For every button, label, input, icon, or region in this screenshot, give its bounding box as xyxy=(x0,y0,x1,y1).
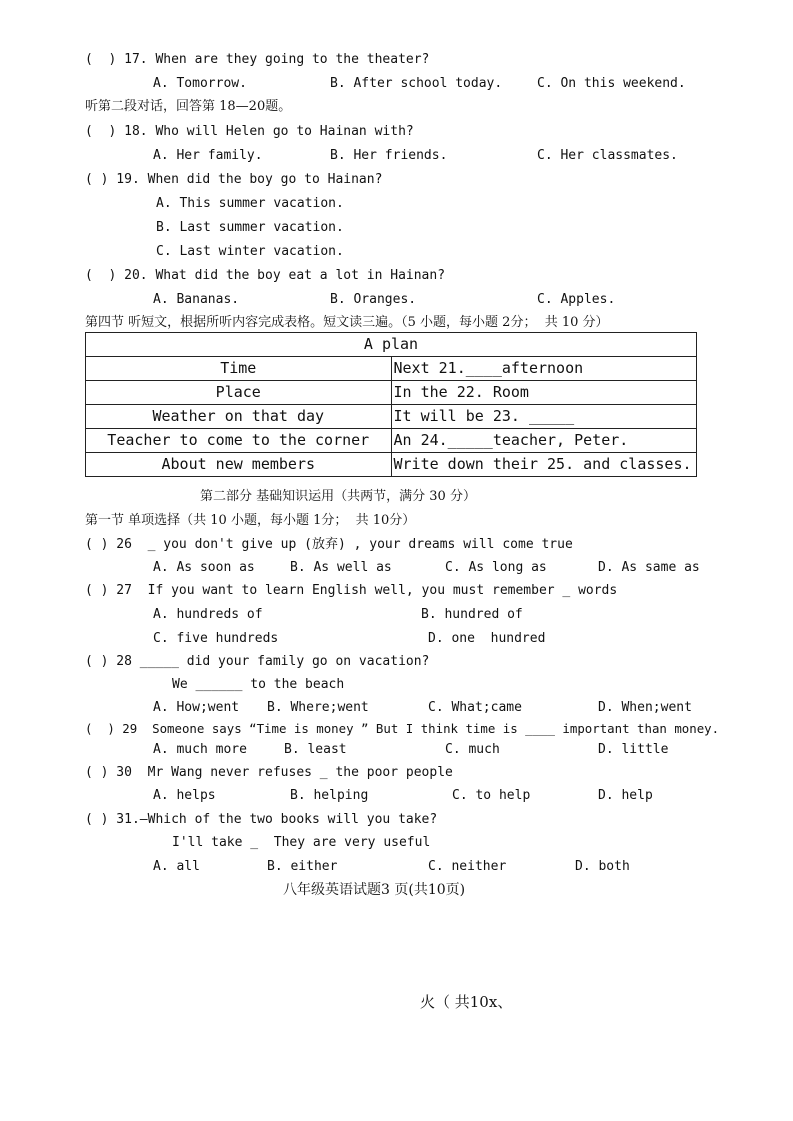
table-row-value: In the 22. Room xyxy=(391,381,697,405)
q28-option-b: B. Where;went xyxy=(267,700,369,715)
table-row xyxy=(86,453,697,477)
q26-stem: ( ) 26 _ you don't give up (放弃) , your dreams will come true xyxy=(85,537,573,552)
q29-option-a: A. much more xyxy=(153,742,247,757)
q28-option-d: D. When;went xyxy=(598,700,692,715)
table-row-value: Next 21.____afternoon xyxy=(391,357,697,381)
q18-option-a: A. Her family. xyxy=(153,148,263,163)
table-row-label: Weather on that day xyxy=(86,405,392,429)
dialog2-instruction: 听第二段对话，回答第 18—20题。 xyxy=(85,99,292,114)
q19-stem: ( ) 19. When did the boy go to Hainan? xyxy=(85,172,383,187)
q27-option-b: B. hundred of xyxy=(421,607,523,622)
q31-option-c: C. neither xyxy=(428,859,507,874)
q31-stem: ( ) 31.—Which of the two books will you take? xyxy=(85,812,438,827)
q18-option-c: C. Her classmates. xyxy=(537,148,678,163)
q27-option-a: A. hundreds of xyxy=(153,607,263,622)
q27-option-c: C. five hundreds xyxy=(153,631,279,646)
section1-title: 第一节 单项选择（共 10 小题，每小题 1分； 共 10分） xyxy=(85,513,416,528)
q26-option-c: C. As long as xyxy=(445,560,547,575)
q17-option-c: C. On this weekend. xyxy=(537,76,686,91)
table-row-label: Place xyxy=(86,381,392,405)
table-row-value: It will be 23. _____ xyxy=(391,405,697,429)
q18-stem: ( ) 18. Who will Helen go to Hainan with? xyxy=(85,124,414,139)
q29-option-d: D. little xyxy=(598,742,669,757)
q31-option-d: D. both xyxy=(575,859,630,874)
q28-option-a: A. How;went xyxy=(153,700,240,715)
q29-stem: ( ) 29 Someone says “Time is money ” But I think time is ____ important than money. xyxy=(85,721,720,736)
stray-text: 火（ 共10x、 xyxy=(420,993,513,1011)
table-row xyxy=(86,405,697,429)
table-row-label: Teacher to come to the corner xyxy=(86,429,392,453)
q26-option-a: A. As soon as xyxy=(153,560,255,575)
page-footer: 八年级英语试题3 页(共10页) xyxy=(283,882,466,898)
q26-option-b: B. As well as xyxy=(290,560,392,575)
q28-option-c: C. What;came xyxy=(428,700,522,715)
q31-line2: I'll take _ They are very useful xyxy=(172,835,431,850)
table-row-label: About new members xyxy=(86,453,392,477)
q30-option-b: B. helping xyxy=(290,788,369,803)
q20-option-b: B. Oranges. xyxy=(330,292,417,307)
plan-table-title-row xyxy=(86,333,697,357)
q17-option-a: A. Tomorrow. xyxy=(153,76,247,91)
q17-option-b: B. After school today. xyxy=(330,76,503,91)
q27-stem: ( ) 27 If you want to learn English well, you must remember _ words xyxy=(85,583,618,598)
q30-option-a: A. helps xyxy=(153,788,216,803)
q31-option-b: B. either xyxy=(267,859,338,874)
q17-stem: ( ) 17. When are they going to the theater? xyxy=(85,52,430,67)
q27-option-d: D. one hundred xyxy=(428,631,546,646)
table-row-label: Time xyxy=(86,357,392,381)
q20-option-c: C. Apples. xyxy=(537,292,616,307)
table-row xyxy=(86,357,697,381)
plan-table xyxy=(85,332,697,477)
q30-option-d: D. help xyxy=(598,788,653,803)
q30-option-c: C. to help xyxy=(452,788,531,803)
table-row xyxy=(86,381,697,405)
q18-option-b: B. Her friends. xyxy=(330,148,448,163)
q30-stem: ( ) 30 Mr Wang never refuses _ the poor people xyxy=(85,765,453,780)
q28-line2: We ______ to the beach xyxy=(172,677,345,692)
table-row xyxy=(86,429,697,453)
section4-instruction: 第四节 听短文，根据所听内容完成表格。短文读三遍。（5 小题，每小题 2分； 共 10 分） xyxy=(85,315,609,330)
q20-option-a: A. Bananas. xyxy=(153,292,240,307)
table-row-value: An 24._____teacher, Peter. xyxy=(391,429,697,453)
q26-option-d: D. As same as xyxy=(598,560,700,575)
q20-stem: ( ) 20. What did the boy eat a lot in Hainan? xyxy=(85,268,446,283)
q28-stem: ( ) 28 _____ did your family go on vacation? xyxy=(85,654,430,669)
plan-table-title: A plan xyxy=(86,333,697,357)
q19-option-b: B. Last summer vacation. xyxy=(156,220,344,235)
q31-option-a: A. all xyxy=(153,859,200,874)
q29-option-b: B. least xyxy=(284,742,347,757)
q29-option-c: C. much xyxy=(445,742,500,757)
part2-title: 第二部分 基础知识运用（共两节，满分 30 分） xyxy=(200,489,476,504)
q19-option-a: A. This summer vacation. xyxy=(156,196,344,211)
table-row-value: Write down their 25. and classes. xyxy=(391,453,697,477)
q19-option-c: C. Last winter vacation. xyxy=(156,244,344,259)
